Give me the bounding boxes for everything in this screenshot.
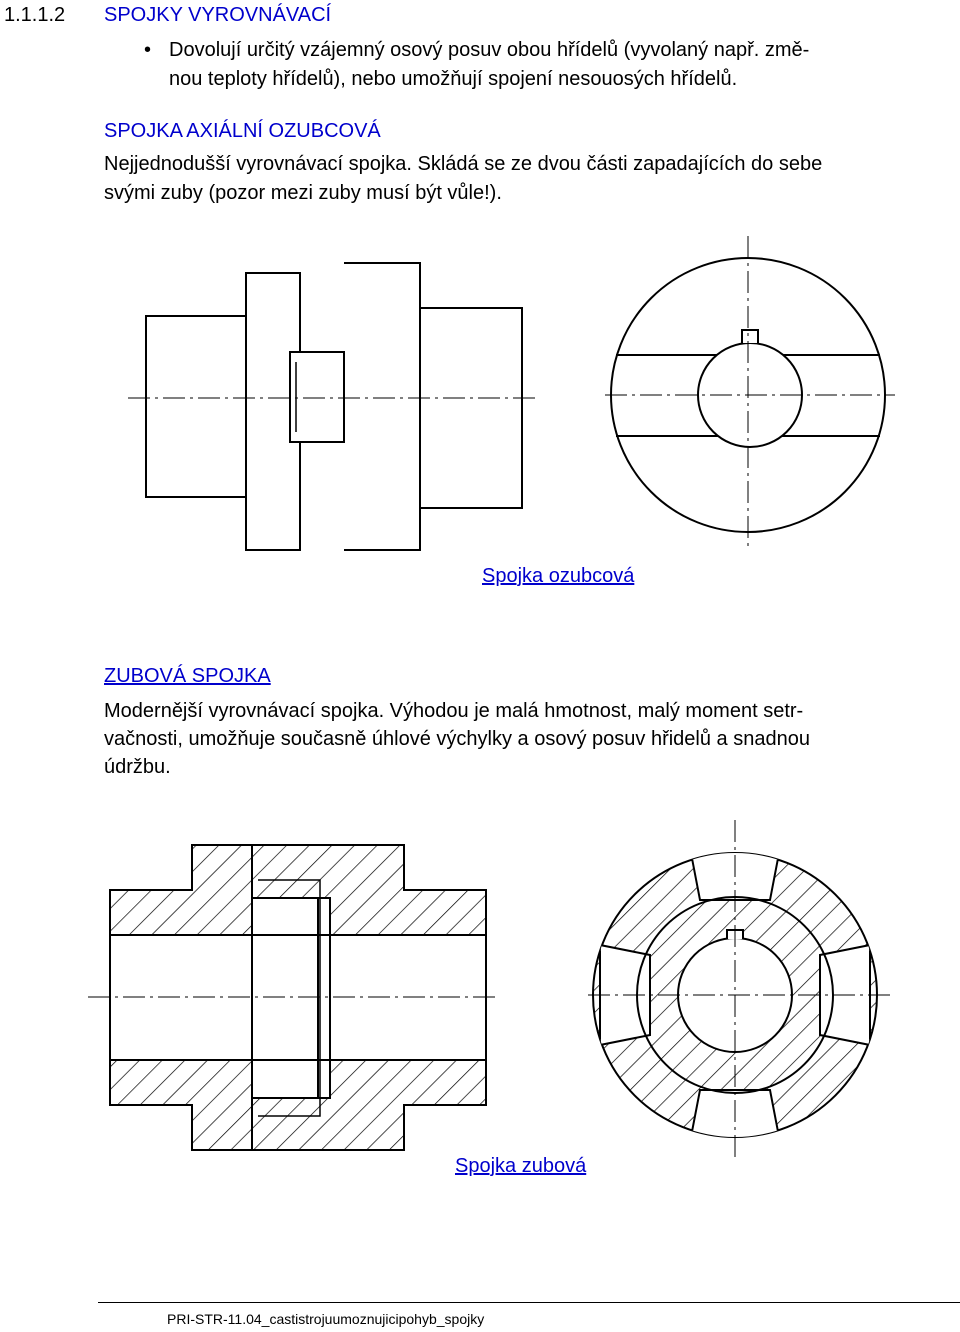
paragraph-ozubcova-line-2: svými zuby (pozor mezi zuby musí být vůle!).	[104, 182, 502, 204]
bullet-text-line-2: nou teploty hřídelů), nebo umožňují spojení nesouosých hřídelů.	[169, 68, 738, 90]
paragraph-zubova-line-2: vačnosti, umožňuje současně úhlové výchylky a osový posuv hřidelů a snadnou	[104, 728, 810, 750]
bullet-text-line-1: Dovolují určitý vzájemný osový posuv obou hřídelů (vyvolaný např. změ-	[169, 39, 810, 61]
caption-zubova: Spojka zubová	[455, 1155, 587, 1177]
subheading-zubova: ZUBOVÁ SPOJKA	[104, 665, 271, 687]
paragraph-zubova-line-1: Modernější vyrovnávací spojka. Výhodou je malá hmotnost, malý moment setr-	[104, 700, 804, 722]
caption-ozubcova: Spojka ozubcová	[482, 565, 635, 587]
paragraph-ozubcova-line-1: Nejjednodušší vyrovnávací spojka. Skládá se ze dvou části zapadajících do sebe	[104, 153, 823, 175]
claw-coupling-side-view	[146, 263, 522, 550]
section-number: 1.1.1.2	[4, 4, 66, 26]
footer-text: PRI-STR-11.04_castistrojuumoznujicipohyb_spojky	[167, 1311, 485, 1327]
section-title: SPOJKY VYROVNÁVACÍ	[104, 4, 332, 26]
subheading-ozubcova: SPOJKA AXIÁLNÍ OZUBCOVÁ	[104, 120, 381, 142]
bullet-marker: •	[144, 39, 152, 61]
paragraph-zubova-line-3: údržbu.	[104, 756, 171, 778]
